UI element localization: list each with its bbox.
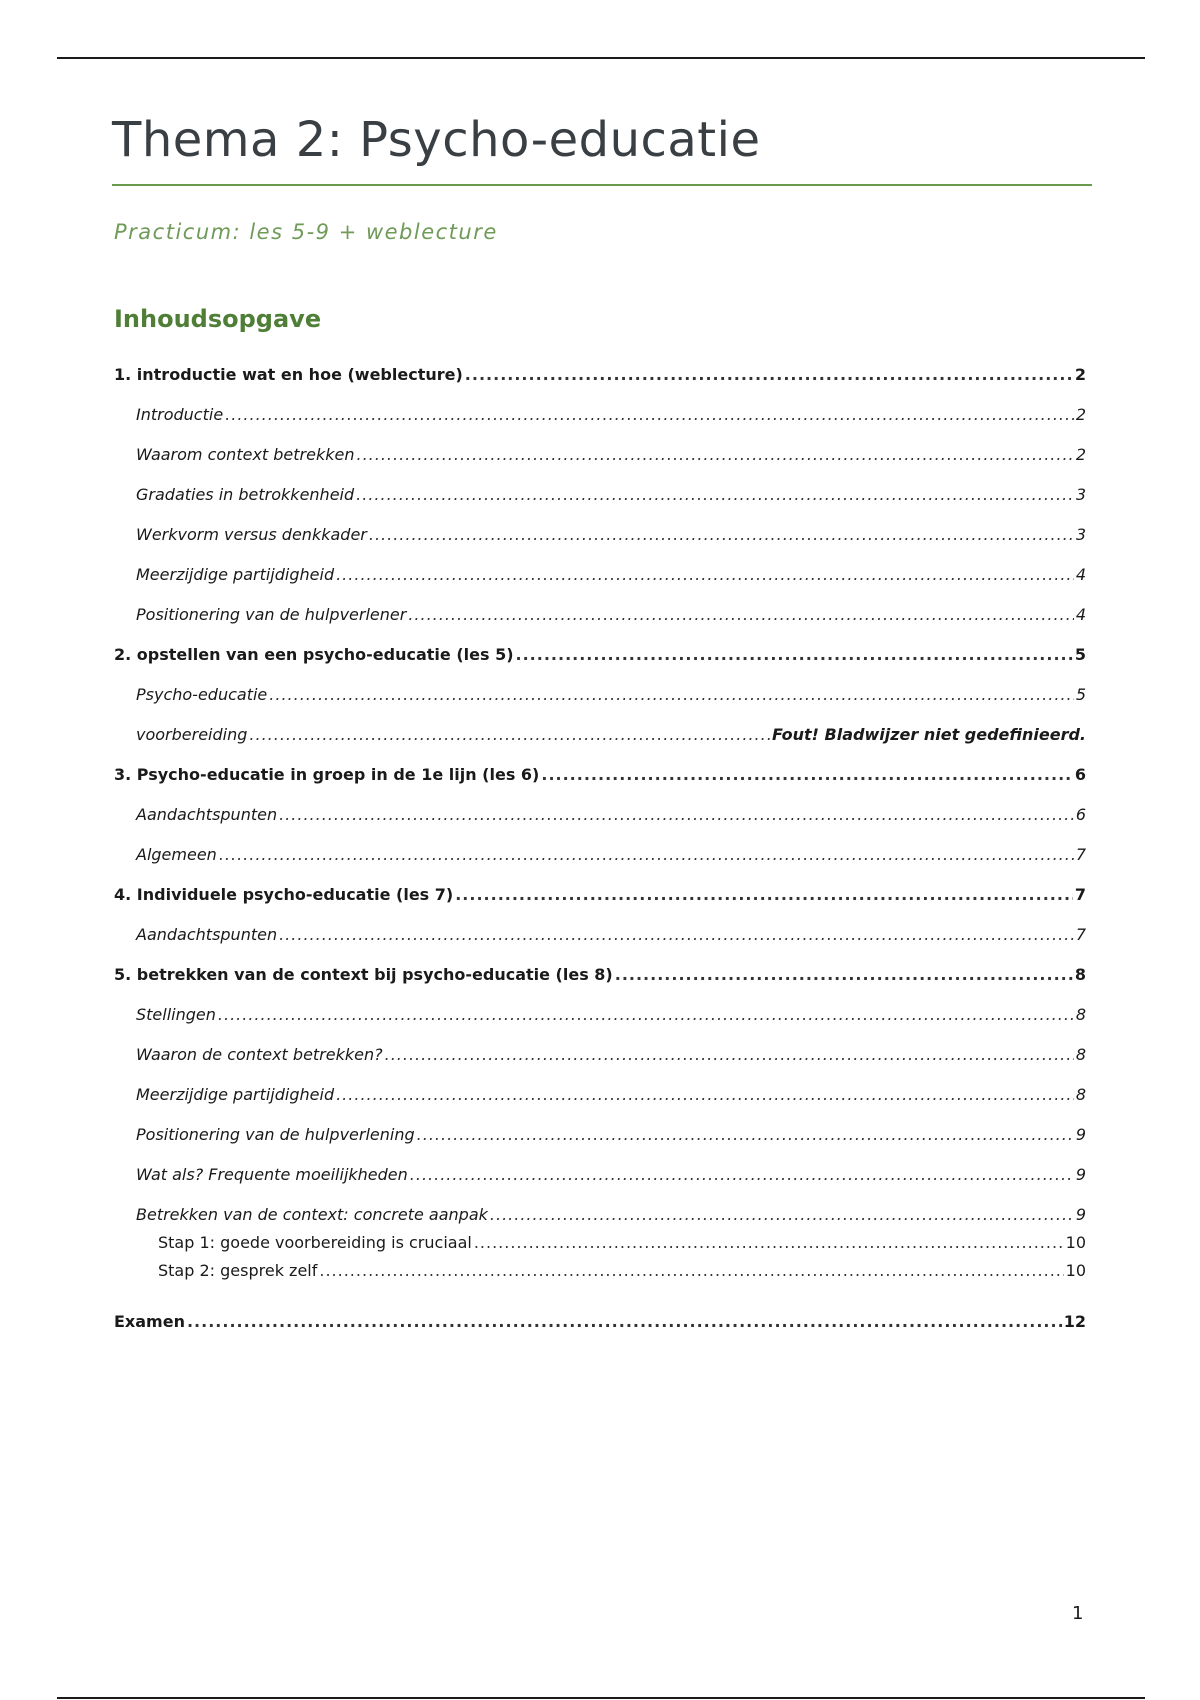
toc-entry-page: 10: [1065, 1261, 1086, 1280]
toc-entry-page: 7: [1074, 885, 1086, 904]
toc-entry-label: 1. introductie wat en hoe (weblecture): [114, 365, 463, 384]
toc-entry-page: 3: [1075, 525, 1086, 544]
toc-entry-page: 5: [1074, 645, 1086, 664]
toc-leader-dots: [219, 842, 1074, 867]
toc-entry-label: Gradaties in betrokkenheid: [136, 485, 355, 504]
toc-entry-label: 2. opstellen van een psycho-educatie (les 5): [114, 645, 514, 664]
toc-leader-dots: [356, 482, 1074, 507]
toc-leader-dots: [218, 1002, 1074, 1027]
toc-entry-label: Positionering van de hulpverlening: [136, 1125, 415, 1144]
title-underline: [112, 184, 1092, 186]
toc-entry[interactable]: [114, 1309, 1086, 1334]
toc-leader-dots: [269, 682, 1074, 707]
toc-entry-label: Algemeen: [136, 845, 217, 864]
toc-entry-page: 6: [1075, 805, 1086, 824]
toc-leader-dots: [225, 402, 1074, 427]
toc-entry[interactable]: [114, 402, 1086, 427]
toc-entry[interactable]: [114, 722, 1086, 747]
toc-entry[interactable]: [114, 1082, 1086, 1107]
toc-entry[interactable]: [114, 1002, 1086, 1027]
toc-entry-label: Psycho-educatie: [136, 685, 268, 704]
toc-entry[interactable]: [114, 1202, 1086, 1227]
toc-leader-dots: [490, 1202, 1074, 1227]
toc-entry[interactable]: [114, 922, 1086, 947]
toc-entry[interactable]: [114, 762, 1086, 787]
toc-entry-label: Positionering van de hulpverlener: [136, 605, 407, 624]
toc-leader-dots: [187, 1309, 1062, 1334]
toc-entry-label: Waarom context betrekken: [136, 445, 355, 464]
toc-entry[interactable]: [114, 562, 1086, 587]
toc-entry-page: 4: [1075, 605, 1086, 624]
toc-entry-page: 9: [1075, 1165, 1086, 1184]
toc-leader-dots: [279, 802, 1074, 827]
toc-entry[interactable]: [114, 802, 1086, 827]
toc-entry[interactable]: [114, 962, 1086, 987]
toc-leader-dots: [408, 602, 1073, 627]
toc-entry[interactable]: [114, 522, 1086, 547]
toc-entry-page: 9: [1075, 1205, 1086, 1224]
toc-entry-page: 2: [1074, 365, 1086, 384]
toc-entry-label: Stellingen: [136, 1005, 216, 1024]
toc-leader-dots: [356, 442, 1073, 467]
toc-entry-page: Fout! Bladwijzer niet gedefinieerd.: [771, 725, 1086, 744]
toc-leader-dots: [541, 762, 1073, 787]
toc-leader-dots: [455, 882, 1073, 907]
toc-entry-page: 2: [1075, 445, 1086, 464]
toc-entry[interactable]: [114, 1230, 1086, 1255]
toc-entry-label: Betrekken van de context: concrete aanpak: [136, 1205, 488, 1224]
toc-entry-label: Werkvorm versus denkkader: [136, 525, 367, 544]
toc-entry-label: Meerzijdige partijdigheid: [136, 565, 335, 584]
toc-entry-label: Stap 2: gesprek zelf: [158, 1261, 318, 1280]
toc-entry-page: 9: [1075, 1125, 1086, 1144]
toc-entry-page: 8: [1075, 1085, 1086, 1104]
toc-entry[interactable]: [114, 1042, 1086, 1067]
toc-entry-label: Examen: [114, 1312, 185, 1331]
toc-entry-label: 5. betrekken van de context bij psycho-educatie (les 8): [114, 965, 613, 984]
toc-entry-page: 10: [1065, 1233, 1086, 1252]
toc-entry[interactable]: [114, 882, 1086, 907]
toc-entry[interactable]: [114, 482, 1086, 507]
toc-heading: Inhoudsopgave: [114, 305, 322, 333]
document-title: Thema 2: Psycho-educatie: [112, 112, 761, 168]
toc-entry-label: Wat als? Frequente moeilijkheden: [136, 1165, 408, 1184]
toc-entry-label: Stap 1: goede voorbereiding is cruciaal: [158, 1233, 472, 1252]
document-subtitle: Practicum: les 5-9 + weblecture: [114, 220, 498, 244]
toc-entry[interactable]: [114, 602, 1086, 627]
toc-entry-page: 5: [1075, 685, 1086, 704]
toc-entry-label: Aandachtspunten: [136, 805, 278, 824]
toc-entry-label: 4. Individuele psycho-educatie (les 7): [114, 885, 454, 904]
toc-leader-dots: [385, 1042, 1074, 1067]
toc-entry[interactable]: [114, 362, 1086, 387]
toc-leader-dots: [417, 1122, 1074, 1147]
table-of-contents: [114, 362, 1086, 1334]
toc-entry[interactable]: [114, 1162, 1086, 1187]
toc-entry[interactable]: [114, 842, 1086, 867]
toc-entry-label: 3. Psycho-educatie in groep in de 1e lijn (les 6): [114, 765, 540, 784]
toc-entry-page: 4: [1075, 565, 1086, 584]
toc-entry-page: 7: [1075, 925, 1086, 944]
toc-entry-page: 7: [1075, 845, 1086, 864]
toc-leader-dots: [615, 962, 1073, 987]
toc-leader-dots: [474, 1230, 1064, 1255]
bottom-rule: [57, 1697, 1145, 1699]
toc-leader-dots: [516, 642, 1073, 667]
toc-entry-page: 6: [1074, 765, 1086, 784]
toc-entry-label: Aandachtspunten: [136, 925, 278, 944]
toc-entry-page: 3: [1075, 485, 1086, 504]
toc-entry[interactable]: [114, 642, 1086, 667]
toc-entry-page: 8: [1075, 1045, 1086, 1064]
toc-leader-dots: [336, 1082, 1074, 1107]
toc-entry-label: Introductie: [136, 405, 224, 424]
toc-entry-page: 12: [1063, 1312, 1086, 1331]
page-number: 1: [1072, 1603, 1084, 1624]
toc-leader-dots: [336, 562, 1074, 587]
toc-leader-dots: [279, 922, 1074, 947]
toc-entry-page: 8: [1075, 1005, 1086, 1024]
top-rule: [57, 57, 1145, 59]
toc-entry-label: voorbereiding: [136, 725, 248, 744]
toc-entry[interactable]: [114, 442, 1086, 467]
toc-entry[interactable]: [114, 1122, 1086, 1147]
toc-entry-label: Waaron de context betrekken?: [136, 1045, 383, 1064]
toc-entry[interactable]: [114, 682, 1086, 707]
toc-entry-page: 2: [1075, 405, 1086, 424]
toc-leader-dots: [465, 362, 1073, 387]
toc-entry[interactable]: [114, 1258, 1086, 1283]
toc-leader-dots: [249, 722, 770, 747]
toc-leader-dots: [410, 1162, 1074, 1187]
toc-leader-dots: [369, 522, 1074, 547]
toc-entry-page: 8: [1074, 965, 1086, 984]
toc-leader-dots: [319, 1258, 1063, 1283]
toc-entry-label: Meerzijdige partijdigheid: [136, 1085, 335, 1104]
